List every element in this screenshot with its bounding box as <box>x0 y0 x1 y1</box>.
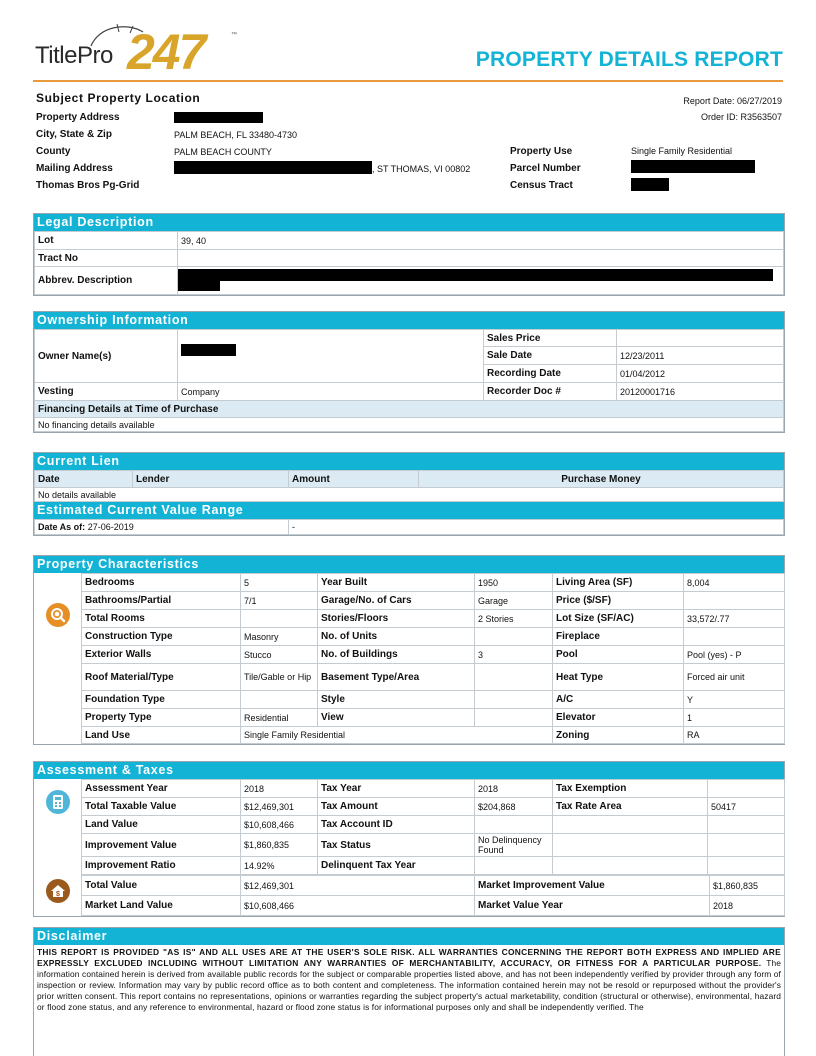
table-row <box>82 628 785 646</box>
property-address-label: Property Address <box>36 112 120 123</box>
recording-date-label: Recording Date <box>484 365 617 383</box>
char-value: Tile/Gable or Hip <box>241 664 318 691</box>
property-use-value: Single Family Residential <box>631 146 733 156</box>
financing-label: Financing Details at Time of Purchase <box>35 401 784 418</box>
market-value: $1,860,835 <box>710 876 785 896</box>
current-lien-section <box>33 452 785 536</box>
char-label: Price ($/SF) <box>553 592 684 610</box>
owner-value <box>178 330 484 383</box>
county-value: PALM BEACH COUNTY <box>174 147 272 157</box>
char-value: 5 <box>241 574 318 592</box>
char-value <box>475 691 553 709</box>
assessment-label: Land Value <box>82 816 241 834</box>
char-value: Forced air unit <box>684 664 785 691</box>
table-row <box>82 834 785 857</box>
land-use-label: Land Use <box>82 727 241 744</box>
property-address-redacted <box>174 112 263 123</box>
char-value: Stucco <box>241 646 318 664</box>
char-value <box>241 691 318 709</box>
ownership-table <box>34 329 784 432</box>
assessment-value <box>708 857 785 875</box>
abbrev-value <box>178 267 784 295</box>
char-value <box>684 628 785 646</box>
assessment-label: Tax Status <box>318 834 475 857</box>
assessment-value: $1,860,835 <box>241 834 318 857</box>
magnifier-icon <box>46 603 70 627</box>
mailing-address-label: Mailing Address <box>36 163 113 174</box>
market-label: Total Value <box>82 876 241 896</box>
parcel-number-label: Parcel Number <box>510 163 581 174</box>
char-label: Lot Size (SF/AC) <box>553 610 684 628</box>
assessment-value: $10,608,466 <box>241 816 318 834</box>
table-row <box>82 896 785 916</box>
assessment-label: Assessment Year <box>82 780 241 798</box>
abbrev-redacted-line2 <box>178 281 220 291</box>
value-range-date <box>35 520 289 535</box>
ownership-title: Ownership Information <box>34 312 784 329</box>
owner-label: Owner Name(s) <box>35 330 178 383</box>
market-value: 2018 <box>710 896 785 916</box>
assessment-label <box>553 816 708 834</box>
char-label: Basement Type/Area <box>318 664 475 691</box>
assessment-label: Tax Rate Area <box>553 798 708 816</box>
disclaimer-section <box>33 927 785 1056</box>
assessment-value <box>708 780 785 798</box>
assessment-value: $12,469,301 <box>241 798 318 816</box>
logo-tm: ™ <box>231 32 237 38</box>
assessment-label <box>553 834 708 857</box>
sale-date-label: Sale Date <box>484 347 617 365</box>
tract-label: Tract No <box>35 250 178 267</box>
char-label: A/C <box>553 691 684 709</box>
sales-price-value <box>617 330 784 347</box>
legal-description-section <box>33 213 785 296</box>
lien-col-date: Date <box>35 471 133 488</box>
recorder-doc-label: Recorder Doc # <box>484 383 617 401</box>
table-row <box>82 780 785 798</box>
table-row <box>82 876 785 896</box>
vesting-value: Company <box>178 383 484 401</box>
property-characteristics-section <box>33 555 785 745</box>
table-row <box>82 816 785 834</box>
value-range-value: - <box>289 520 784 535</box>
char-label: Garage/No. of Cars <box>318 592 475 610</box>
char-value: 1 <box>684 709 785 727</box>
table-row <box>82 574 785 592</box>
legal-description-table <box>34 231 784 295</box>
market-label: Market Land Value <box>82 896 241 916</box>
mailing-address-redacted <box>174 161 372 174</box>
value-range-date-label: Date As of: <box>38 522 86 532</box>
lien-no-details: No details available <box>35 488 784 502</box>
zoning-label: Zoning <box>553 727 684 744</box>
assessment-label: Total Taxable Value <box>82 798 241 816</box>
assessment-label <box>553 857 708 875</box>
owner-redacted <box>181 344 236 356</box>
char-value: Garage <box>475 592 553 610</box>
svg-text:$: $ <box>56 891 60 898</box>
table-row <box>82 592 785 610</box>
char-value: 1950 <box>475 574 553 592</box>
census-tract-redacted <box>631 178 669 191</box>
assessment-section <box>33 761 785 917</box>
vesting-label: Vesting <box>35 383 178 401</box>
table-row <box>82 798 785 816</box>
char-label: Elevator <box>553 709 684 727</box>
abbrev-label: Abbrev. Description <box>35 267 178 295</box>
titlepro-logo <box>35 22 245 78</box>
lot-label: Lot <box>35 232 178 250</box>
table-row <box>82 727 785 744</box>
current-lien-table <box>34 470 784 502</box>
table-row <box>82 610 785 628</box>
assessment-value: No Delinquency Found <box>475 834 553 857</box>
market-label: Market Improvement Value <box>475 876 710 896</box>
county-label: County <box>36 146 71 157</box>
value-range-date-value: 27-06-2019 <box>87 522 134 532</box>
value-range-title: Estimated Current Value Range <box>34 502 784 519</box>
char-value: Masonry <box>241 628 318 646</box>
char-label: Year Built <box>318 574 475 592</box>
assessment-value: 2018 <box>475 780 553 798</box>
market-value: $10,608,466 <box>241 896 475 916</box>
market-value: $12,469,301 <box>241 876 475 896</box>
assessment-label: Tax Amount <box>318 798 475 816</box>
table-row <box>82 646 785 664</box>
house-dollar-icon <box>46 879 70 903</box>
header-divider <box>33 80 783 82</box>
char-label: Total Rooms <box>82 610 241 628</box>
lien-col-lender: Lender <box>133 471 289 488</box>
char-value <box>475 628 553 646</box>
assessment-value: 50417 <box>708 798 785 816</box>
char-label: View <box>318 709 475 727</box>
char-label: Pool <box>553 646 684 664</box>
char-label: Bedrooms <box>82 574 241 592</box>
recording-date-value: 01/04/2012 <box>617 365 784 383</box>
disclaimer-body: The information contained herein is derived from available public records for the subject or comparable properties listed above, and has not been independently verified by provider through any form of inspection or review. Information may vary by public record office as to both content and completeness. The information contained herein may not be resold or repurposed without the provider's prior written consent. This report contains no representations, opinions or warranties regarding the subject property's actual marketability, condition (structural or otherwise), environmental, hazard or flood zone status, and any reference to environmental, hazard or flood zone status is for informational purposes only and shall be independently verified. The <box>37 958 781 1012</box>
market-table <box>81 875 785 916</box>
ownership-section <box>33 311 785 433</box>
char-label: Fireplace <box>553 628 684 646</box>
report-title: PROPERTY DETAILS REPORT <box>475 48 783 71</box>
sale-date-value: 12/23/2011 <box>617 347 784 365</box>
assessment-label: Tax Year <box>318 780 475 798</box>
assessment-table <box>81 779 785 875</box>
calculator-icon <box>46 790 70 814</box>
order-id: Order ID: R3563507 <box>700 112 782 122</box>
tract-value <box>178 250 784 267</box>
disclaimer-title: Disclaimer <box>34 928 784 945</box>
city-state-zip-label: City, State & Zip <box>36 129 112 140</box>
char-label: Bathrooms/Partial <box>82 592 241 610</box>
char-value: 33,572/.77 <box>684 610 785 628</box>
current-lien-title: Current Lien <box>34 453 784 470</box>
char-value: Y <box>684 691 785 709</box>
char-label: No. of Units <box>318 628 475 646</box>
property-use-label: Property Use <box>510 146 573 157</box>
assessment-label: Improvement Ratio <box>82 857 241 875</box>
lien-col-amount: Amount <box>289 471 419 488</box>
char-value <box>684 592 785 610</box>
assessment-label: Improvement Value <box>82 834 241 857</box>
char-label: Property Type <box>82 709 241 727</box>
char-label: Living Area (SF) <box>553 574 684 592</box>
city-state-zip-value: PALM BEACH, FL 33480-4730 <box>174 130 298 140</box>
report-date: Report Date: 06/27/2019 <box>683 96 782 106</box>
table-row <box>82 664 785 691</box>
char-value: 2 Stories <box>475 610 553 628</box>
char-value: 7/1 <box>241 592 318 610</box>
abbrev-redacted-line1 <box>178 269 773 281</box>
mailing-address-suffix: , ST THOMAS, VI 00802 <box>372 164 471 174</box>
assessment-label: Delinquent Tax Year <box>318 857 475 875</box>
char-label: Style <box>318 691 475 709</box>
char-value <box>475 709 553 727</box>
zoning-value: RA <box>684 727 785 744</box>
parcel-number-redacted <box>631 160 755 173</box>
table-row <box>82 709 785 727</box>
lien-col-purchase-money: Purchase Money <box>419 471 784 488</box>
char-label: No. of Buildings <box>318 646 475 664</box>
market-label: Market Value Year <box>475 896 710 916</box>
table-row <box>82 691 785 709</box>
assessment-label: Tax Account ID <box>318 816 475 834</box>
assessment-value: 14.92% <box>241 857 318 875</box>
subject-property-location <box>36 90 786 200</box>
assessment-value: 2018 <box>241 780 318 798</box>
recorder-doc-value: 20120001716 <box>617 383 784 401</box>
assessment-label: Tax Exemption <box>553 780 708 798</box>
assessment-value <box>475 857 553 875</box>
assessment-value <box>475 816 553 834</box>
disclaimer-bold: THIS REPORT IS PROVIDED "AS IS" AND ALL USES ARE AT THE USER'S SOLE RISK. ALL WARRANTIES CONCERNING THE REPORT BOTH EXPRESS AND IMPLIED ARE EXPRESSLY EXCLUDED INCLUDING WITHOUT LIMITATION ANY WARRANTIES OF MERCHANTABILITY, ACCURACY, OR FITNESS FOR A PARTICULAR PURPOSE. <box>37 947 781 968</box>
thomas-bros-label: Thomas Bros Pg-Grid <box>36 180 140 191</box>
assessment-value <box>708 834 785 857</box>
assessment-value <box>708 816 785 834</box>
financing-value: No financing details available <box>35 418 784 432</box>
assessment-title: Assessment & Taxes <box>34 762 784 779</box>
char-value <box>475 664 553 691</box>
char-value: Pool (yes) - P <box>684 646 785 664</box>
char-value: 3 <box>475 646 553 664</box>
assessment-value: $204,868 <box>475 798 553 816</box>
logo-text: TitlePro <box>35 42 113 69</box>
char-label: Foundation Type <box>82 691 241 709</box>
lot-value: 39, 40 <box>178 232 784 250</box>
land-use-value: Single Family Residential <box>241 727 553 744</box>
table-row <box>82 857 785 875</box>
char-value: 8,004 <box>684 574 785 592</box>
legal-description-title: Legal Description <box>34 214 784 231</box>
subject-heading: Subject Property Location <box>36 91 201 105</box>
char-value <box>241 610 318 628</box>
disclaimer-text <box>34 945 784 1015</box>
property-characteristics-title: Property Characteristics <box>34 556 784 573</box>
logo-number: 247 <box>127 24 205 80</box>
char-label: Stories/Floors <box>318 610 475 628</box>
characteristics-table <box>81 573 785 744</box>
char-value: Residential <box>241 709 318 727</box>
char-label: Exterior Walls <box>82 646 241 664</box>
char-label: Construction Type <box>82 628 241 646</box>
sales-price-label: Sales Price <box>484 330 617 347</box>
census-tract-label: Census Tract <box>510 180 573 191</box>
char-label: Roof Material/Type <box>82 664 241 691</box>
value-range-table <box>34 519 784 535</box>
char-label: Heat Type <box>553 664 684 691</box>
